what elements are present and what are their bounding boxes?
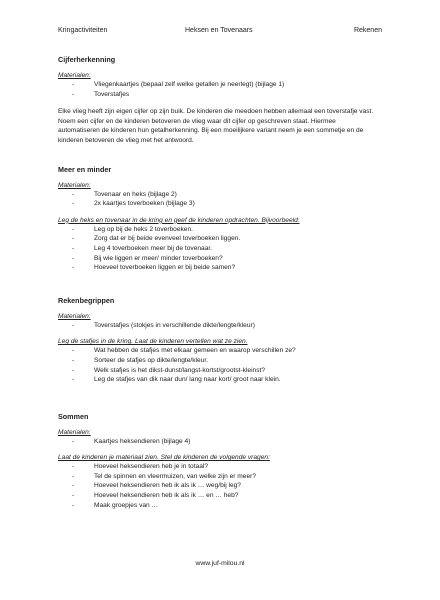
materials-list	[58, 437, 378, 447]
materials-list	[58, 80, 378, 99]
instruction-text: Leg de stafjes in de kring. Laat de kinderen vertellen wat ze zien.	[58, 338, 248, 346]
instruction-list	[58, 462, 378, 510]
section-title: Cijferherkenning	[58, 55, 116, 64]
list-item: - Hoeveel heksendieren heb ik als ik … weg/bij leg?	[58, 481, 378, 491]
list-item: - Maak groepjes van …	[58, 501, 378, 511]
materials-label: Materialen:	[58, 72, 91, 79]
instruction-list	[58, 346, 378, 384]
document-body	[58, 55, 378, 510]
list-item: - Sorteer de stafjes op dikte/lengte/kleur.	[58, 356, 378, 366]
page-footer-url: www.juf-milou.nl	[195, 560, 245, 567]
list-item: - Leg de stafjes van dik naar dun/ lang naar kort/ groot naar klein.	[58, 375, 378, 385]
header-left: Kringactiviteiten	[58, 27, 108, 34]
list-item: - Hoeveel heksendieren heb ik als ik … en … heb?	[58, 491, 378, 501]
list-item: - Kaartjes heksendieren (bijlage 4)	[58, 437, 378, 447]
section-cijferherkenning	[58, 55, 378, 146]
list-item: - Toverstafjes	[58, 90, 378, 100]
section-meer-en-minder	[58, 165, 378, 273]
list-item: - Leg op bij de heks 2 toverboeken.	[58, 225, 378, 235]
header-right: Rekenen	[353, 27, 382, 34]
list-item: - Tovenaar en heks (bijlage 2)	[58, 190, 378, 200]
page-header	[58, 27, 382, 39]
list-item: - 2x kaartjes toverboeken (bijlage 3)	[58, 199, 378, 209]
header-center: Heksen en Tovenaars	[185, 27, 253, 34]
instruction-list	[58, 225, 378, 273]
materials-label: Materialen:	[58, 181, 91, 189]
instruction-text: Leg de heks en tovenaar in de kring en geef de kinderen opdrachten. Bijvoorbeeld:	[58, 216, 300, 224]
list-item: - Tel de spinnen en vleermuizen, van welke zijn er meer?	[58, 472, 378, 482]
materials-list	[58, 190, 378, 209]
list-item: - Leg 4 toverboeken meer bij de tovenaar.	[58, 244, 378, 254]
list-item: - Vliegenkaartjes (bepaal zelf welke getallen je neerlegt) (bijlage 1)	[58, 80, 378, 90]
list-item: - Zorg dat er bij beide evenveel toverboeken liggen.	[58, 234, 378, 244]
section-title: Meer en minder	[58, 164, 112, 174]
materials-label: Materialen:	[58, 428, 91, 436]
list-item: - Welk stafjes is het dikst-dunst/langst-kortst/grootst-kleinst?	[58, 366, 378, 376]
list-item: - Hoeveel toverboeken liggen er bij beide samen?	[58, 263, 378, 273]
instruction-text: Laat de kinderen je materiaal zien. Stel de kinderen de volgende vragen:	[58, 454, 270, 462]
section-paragraph: Elke vlieg heeft zijn eigen cijfer op zijn buik. De kinderen die meedoen hebben allemaal een toverstafje vast. Noem een cijfer en de kinderen betoveren de vlieg waar dit cijfer op geschreven staat. Hiermee automatiseren de kinderen hun getalherkenning. Bij een moeilijkere variant neem je een sommetje en de kinderen betoveren de vlieg met het antwoord.	[58, 108, 374, 144]
list-item: - Hoeveel heksendieren heb je in totaal?	[58, 462, 378, 472]
section-rekenbegrippen	[58, 296, 378, 385]
section-sommen	[58, 412, 378, 511]
list-item: - Bij wie liggen er meer/ minder toverboeken?	[58, 254, 378, 264]
materials-label: Materialen:	[58, 312, 91, 320]
list-item: - Wat hebben de stafjes met elkaar gemeen en waarop verschillen ze?	[58, 346, 378, 356]
section-title: Rekenbegrippen	[58, 295, 115, 305]
section-title: Sommen	[58, 411, 89, 421]
list-item: - Toverstafjes (stokjes in verschillende dikte/lengte/kleur)	[58, 321, 378, 331]
materials-list	[58, 321, 378, 331]
